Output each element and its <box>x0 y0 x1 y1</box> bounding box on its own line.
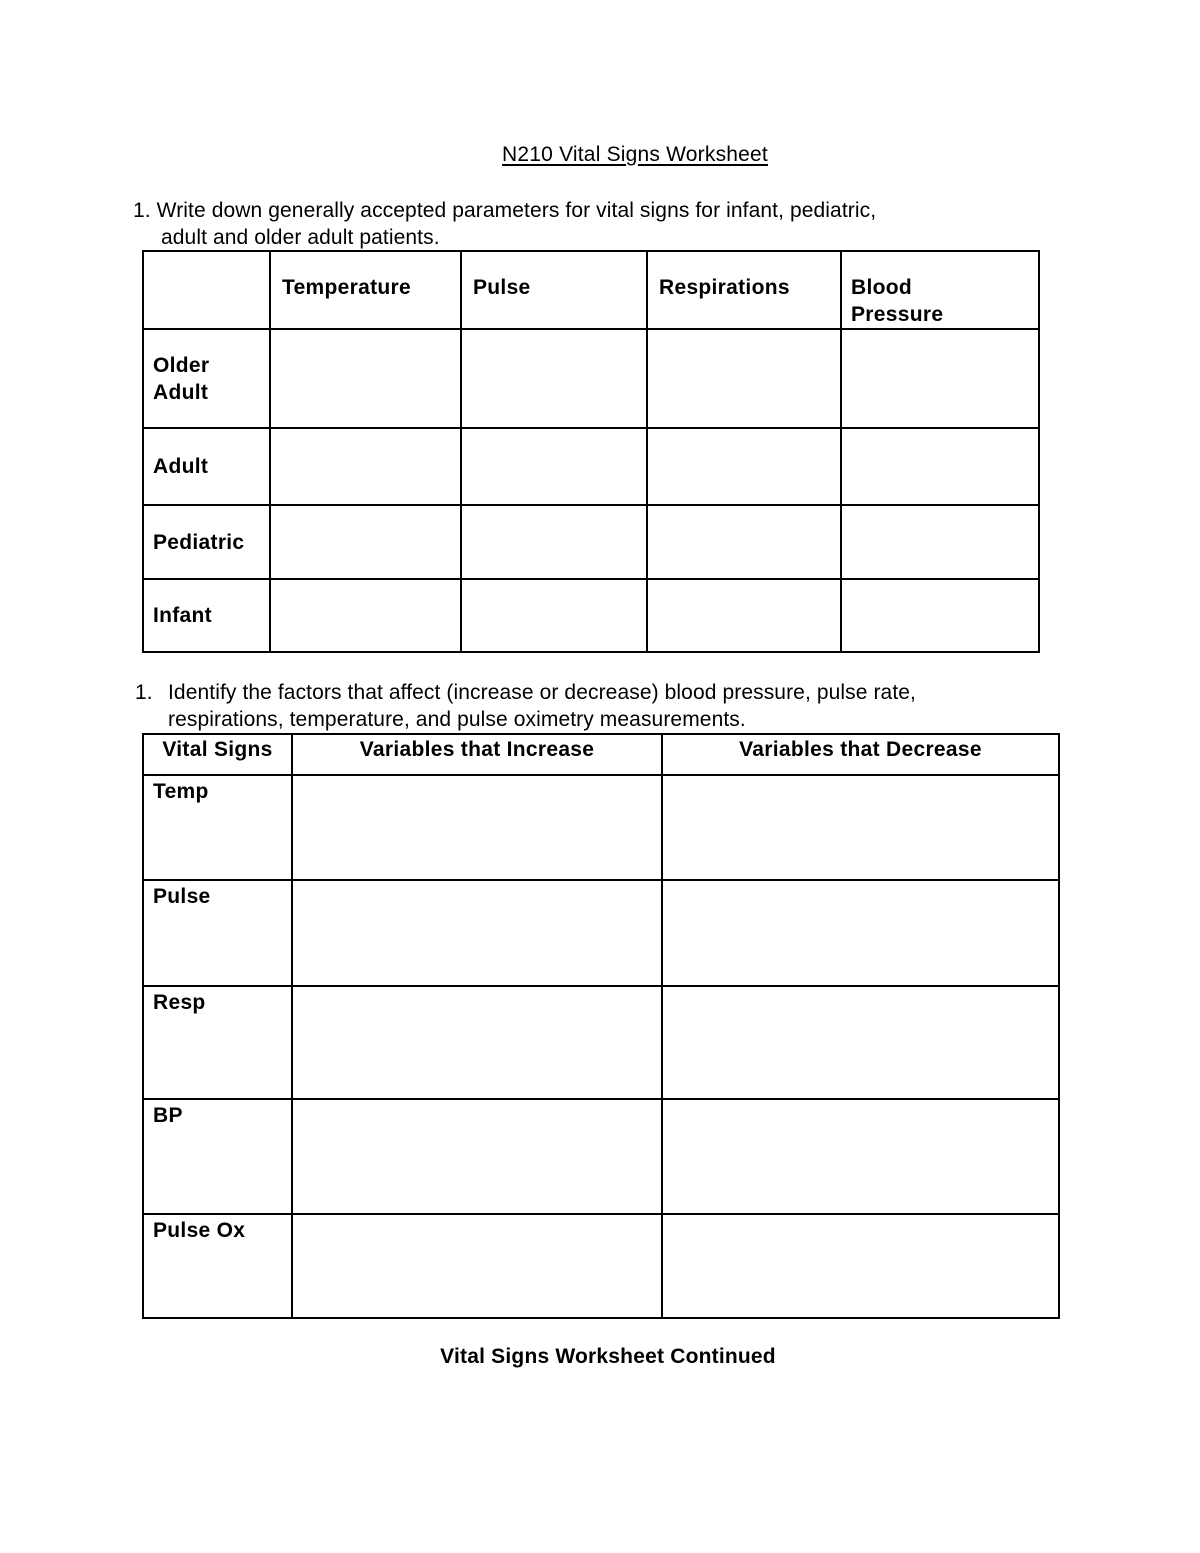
input-cell[interactable] <box>461 428 647 505</box>
row-label-pediatric: Pediatric <box>143 505 270 579</box>
question-2 <box>135 679 1075 733</box>
table-row <box>143 986 1059 1099</box>
input-cell[interactable] <box>662 880 1059 986</box>
worksheet-title: N210 Vital Signs Worksheet <box>502 143 768 166</box>
row-label-pulse-ox: Pulse Ox <box>143 1214 292 1318</box>
question-2-line-2: respirations, temperature, and pulse oximetry measurements. <box>168 708 746 731</box>
input-cell[interactable] <box>841 505 1039 579</box>
table-row <box>143 428 1039 505</box>
row-label-adult: Adult <box>143 428 270 505</box>
input-cell[interactable] <box>292 986 662 1099</box>
row-label-older-adult: Older Adult <box>143 329 270 428</box>
input-cell[interactable] <box>461 505 647 579</box>
header-cell-pulse: Pulse <box>461 251 647 329</box>
input-cell[interactable] <box>292 775 662 880</box>
question-1-line-1: 1. Write down generally accepted parameters for vital signs for infant, pediatric, <box>133 199 877 222</box>
input-cell[interactable] <box>292 1214 662 1318</box>
vital-signs-parameters-table <box>142 250 1040 653</box>
table-row <box>143 329 1039 428</box>
input-cell[interactable] <box>270 579 461 652</box>
input-cell[interactable] <box>292 1099 662 1214</box>
header-cell-blood-pressure: Blood Pressure <box>841 251 1039 329</box>
input-cell[interactable] <box>270 428 461 505</box>
input-cell[interactable] <box>662 986 1059 1099</box>
input-cell[interactable] <box>841 428 1039 505</box>
question-1 <box>133 197 1033 251</box>
question-2-line-1: Identify the factors that affect (increase or decrease) blood pressure, pulse rate, <box>168 681 916 704</box>
header-cell-vital-signs: Vital Signs <box>143 734 292 775</box>
row-label-infant: Infant <box>143 579 270 652</box>
input-cell[interactable] <box>662 1214 1059 1318</box>
table-row <box>143 775 1059 880</box>
input-cell[interactable] <box>270 505 461 579</box>
question-1-line-2: adult and older adult patients. <box>161 226 440 249</box>
header-cell-blank <box>143 251 270 329</box>
input-cell[interactable] <box>662 775 1059 880</box>
table-row <box>143 1214 1059 1318</box>
input-cell[interactable] <box>647 428 841 505</box>
table-header-row <box>143 734 1059 775</box>
input-cell[interactable] <box>662 1099 1059 1214</box>
header-cell-variables-decrease: Variables that Decrease <box>662 734 1059 775</box>
row-label-pulse: Pulse <box>143 880 292 986</box>
input-cell[interactable] <box>841 329 1039 428</box>
header-cell-respirations: Respirations <box>647 251 841 329</box>
question-2-number: 1. <box>135 681 153 704</box>
table-header-row <box>143 251 1039 329</box>
input-cell[interactable] <box>461 329 647 428</box>
row-label-bp: BP <box>143 1099 292 1214</box>
input-cell[interactable] <box>461 579 647 652</box>
vital-signs-factors-table <box>142 733 1060 1319</box>
table-row <box>143 505 1039 579</box>
input-cell[interactable] <box>270 329 461 428</box>
input-cell[interactable] <box>292 880 662 986</box>
input-cell[interactable] <box>841 579 1039 652</box>
table-row <box>143 1099 1059 1214</box>
row-label-temp: Temp <box>143 775 292 880</box>
header-cell-temperature: Temperature <box>270 251 461 329</box>
row-label-resp: Resp <box>143 986 292 1099</box>
input-cell[interactable] <box>647 579 841 652</box>
input-cell[interactable] <box>647 505 841 579</box>
input-cell[interactable] <box>647 329 841 428</box>
table-row <box>143 880 1059 986</box>
header-cell-variables-increase: Variables that Increase <box>292 734 662 775</box>
table-row <box>143 579 1039 652</box>
continued-heading: Vital Signs Worksheet Continued <box>440 1345 776 1368</box>
